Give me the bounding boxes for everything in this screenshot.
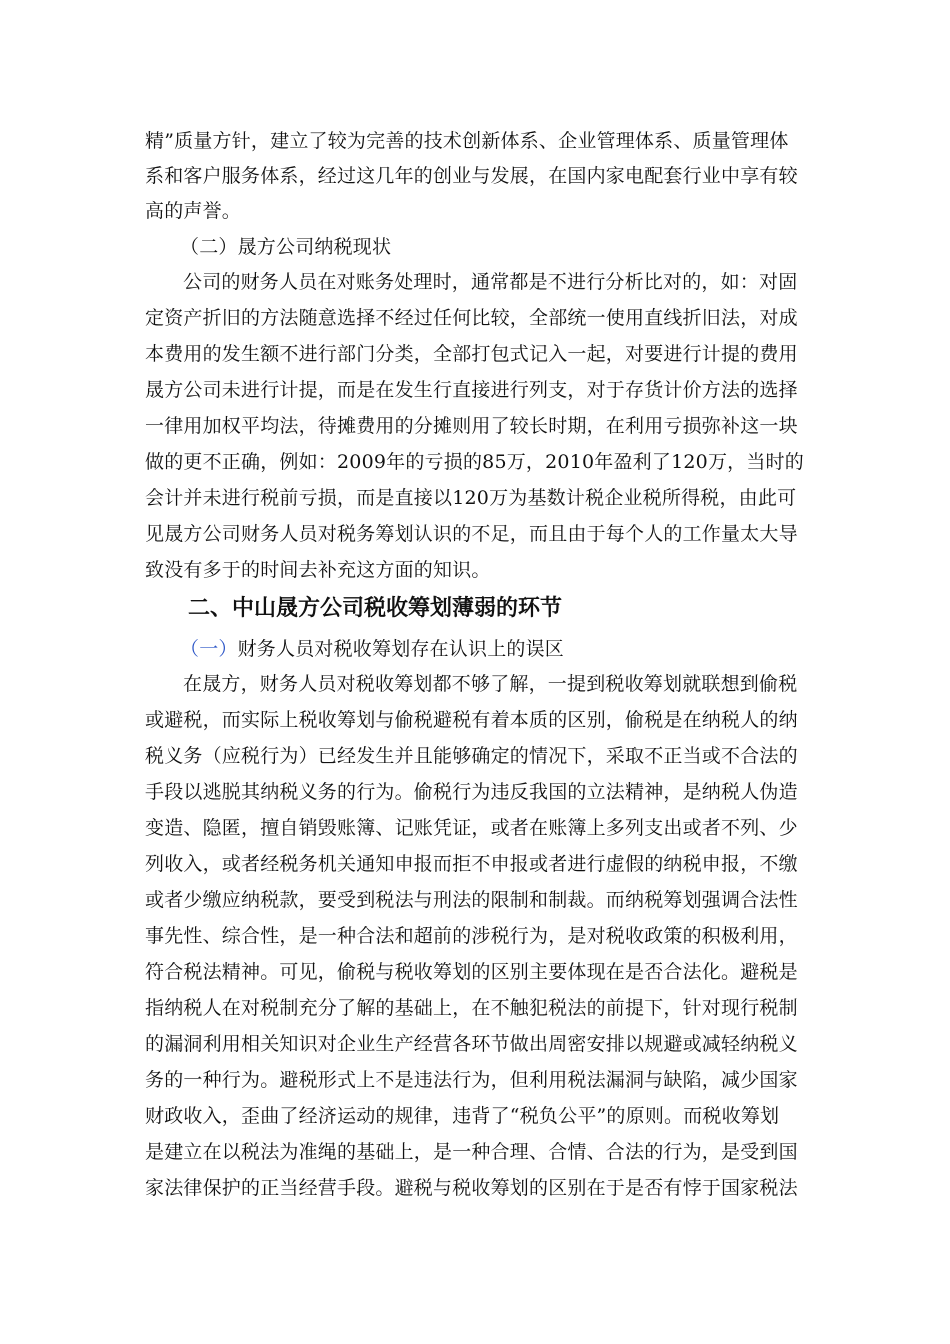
subsection-1-text: 财务人员对税收筹划存在认识上的误区 — [237, 638, 565, 660]
subsection-1-title — [180, 637, 860, 661]
paragraph3-line-15: 家法律保护的正当经营手段。避税与税收筹划的区别在于是否有悖于国家税法 — [145, 1177, 798, 1199]
paragraph2-line-8: 见晟方公司财务人员对税务筹划认识的不足，而且由于每个人的工作量太大导 — [145, 523, 798, 545]
paragraph2-line-1: 公司的财务人员在对账务处理时，通常都是不进行分析比对的，如：对固 — [183, 271, 798, 293]
section-2-heading: 二、中山晟方公司税收筹划薄弱的环节 — [188, 596, 563, 621]
paragraph1-line-3: 高的声誉。 — [145, 200, 242, 222]
paragraph2-line-2: 定资产折旧的方法随意选择不经过任何比较，全部统一使用直线折旧法，对成 — [145, 307, 798, 329]
paragraph3-line-6: 列收入，或者经税务机关通知申报而拒不申报或者进行虚假的纳税申报，不缴 — [145, 853, 798, 875]
paragraph3-line-1: 在晟方，财务人员对税收筹划都不够了解，一提到税收筹划就联想到偷税 — [183, 673, 798, 695]
paragraph3-line-10: 指纳税人在对税制充分了解的基础上，在不触犯税法的前提下，针对现行税制 — [145, 997, 798, 1019]
paragraph3-line-5: 变造、隐匿，擅自销毁账簿、记账凭证，或者在账簿上多列支出或者不列、少 — [145, 817, 798, 839]
paragraph2-line-3: 本费用的发生额不进行部门分类，全部打包式记入一起，对要进行计提的费用 — [145, 343, 798, 365]
paragraph2-line-4: 晟方公司未进行计提，而是在发生行直接进行列支，对于存货计价方法的选择 — [145, 379, 798, 401]
paragraph3-line-2: 或避税，而实际上税收筹划与偷税避税有着本质的区别，偷税是在纳税人的纳 — [145, 709, 798, 731]
subsection-2-title: （二）晟方公司纳税现状 — [180, 236, 392, 258]
paragraph2-line-9: 致没有多于的时间去补充这方面的知识。 — [145, 559, 491, 581]
paragraph2-line-5: 一律用加权平均法，待摊费用的分摊则用了较长时期，在利用亏损弥补这一块 — [145, 415, 798, 437]
paragraph3-line-13: 财政收入，歪曲了经济运动的规律，违背了“税负公平”的原则。而税收筹划 — [145, 1105, 780, 1127]
paragraph2-line-6: 做的更不正确，例如：2009年的亏损的85万，2010年盈利了120万，当时的 — [145, 451, 804, 473]
paragraph3-line-14: 是建立在以税法为准绳的基础上，是一种合理、合情、合法的行为，是受到国 — [145, 1141, 798, 1163]
paragraph3-line-8: 事先性、综合性，是一种合法和超前的涉税行为，是对税收政策的积极利用， — [145, 925, 798, 947]
paragraph3-line-12: 务的一种行为。避税形式上不是违法行为，但利用税法漏洞与缺陷，减少国家 — [145, 1069, 798, 1091]
paragraph3-line-3: 税义务（应税行为）已经发生并且能够确定的情况下，采取不正当或不合法的 — [145, 745, 798, 767]
paragraph3-line-7: 或者少缴应纳税款，要受到税法与刑法的限制和制裁。而纳税筹划强调合法性 — [145, 889, 798, 911]
paragraph3-line-4: 手段以逃脱其纳税义务的行为。偷税行为违反我国的立法精神，是纳税人伪造 — [145, 781, 798, 803]
paragraph2-line-7: 会计并未进行税前亏损，而是直接以120万为基数计税企业税所得税，由此可 — [145, 487, 797, 509]
paragraph1-line-2: 系和客户服务体系，经过这几年的创业与发展，在国内家电配套行业中享有较 — [145, 165, 798, 187]
paragraph3-line-9: 符合税法精神。可见，偷税与税收筹划的区别主要体现在是否合法化。避税是 — [145, 961, 798, 983]
paragraph3-line-11: 的漏洞利用相关知识对企业生产经营各环节做出周密安排以规避或减轻纳税义 — [145, 1033, 798, 1055]
subsection-1-number: （一） — [180, 638, 238, 660]
paragraph1-line-1: 精”质量方针，建立了较为完善的技术创新体系、企业管理体系、质量管理体 — [145, 130, 789, 152]
